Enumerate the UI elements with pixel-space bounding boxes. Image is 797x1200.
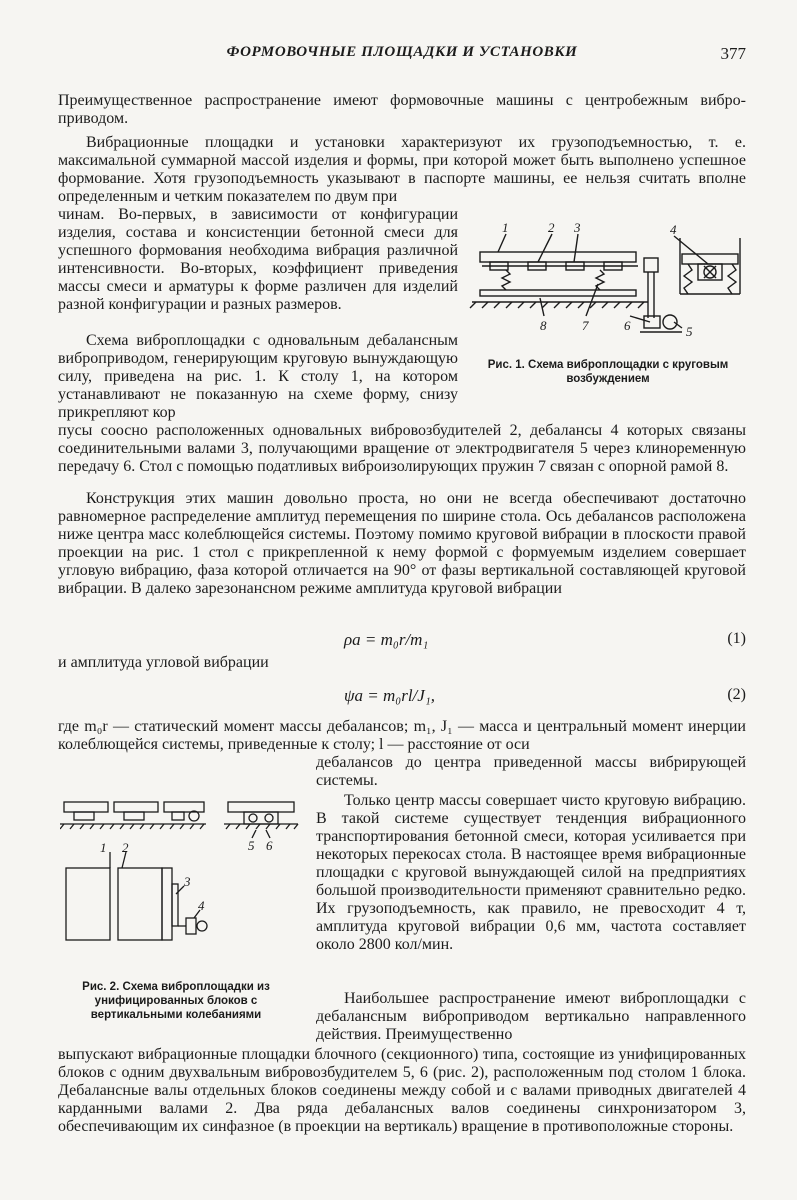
paragraph-3: [58, 332, 458, 422]
paragraph-8: [316, 990, 746, 1044]
paragraph-8-text: Наибольшее распространение имеют виброплощадки с дебалансным виброприводом вертикально направленного действия. Преимущественно: [316, 990, 746, 1043]
fig1-label-4: 4: [670, 222, 677, 237]
paragraph-5: [58, 654, 746, 672]
fig2-label-1: 1: [100, 840, 107, 855]
paragraph-6-cont-text: дебалансов до центра приведенной массы вибрирующей системы.: [316, 754, 746, 789]
paragraph-7: [316, 792, 746, 954]
paragraph-7-text: Только центр массы совершает чисто круговую вибрацию. В такой системе существует тенденция вибрационного транспортирования бетонной смеси, которая усиливается при некоторых перекосах стола. В настоящее время вибрационные площадки с круговой вынуждающей силой на предприятиях большой производительности применяют сравнительно редко. Их грузоподъемность, как правило, не превосходит 4 т, амплитуда круговой вибрации 0,6 мм, частота составляет около 2800 кол/мин.: [316, 792, 746, 953]
paragraph-1: [58, 92, 746, 128]
formula-1: ρa = m₀r/m₁: [344, 630, 429, 649]
paragraph-5-text: и амплитуда угловой вибрации: [58, 654, 269, 671]
paragraph-6-continued: [316, 754, 746, 790]
formula-1-number: (1): [727, 630, 746, 647]
formula-2: ψa = m₀rl/J₁,: [344, 686, 435, 705]
formula-2-number: (2): [727, 686, 746, 703]
figure-2-caption: Рис. 2. Схема виброплощадки из унифицированных блоков с вертикальными колебаниями: [82, 981, 270, 1021]
paragraph-1-text: Преимущественное распространение имеют формовочные машины с центробежным виброприводом.: [58, 92, 746, 127]
paragraph-6-text: где m₀r — статический момент массы дебалансов; m₁, J₁ — масса и центральный момент инерции колеблющейся системы, приведенные к столу; l — расстояние от оси: [58, 718, 746, 753]
paragraph-8-continued: [58, 1046, 746, 1136]
fig2-label-6: 6: [266, 838, 273, 853]
paragraph-4-text: Конструкция этих машин довольно проста, но они не всегда обеспечивают достаточно равномерное распределение амплитуд перемещения по ширине стола. Ось дебалансов расположена ниже центра масс колеблющейся системы. Поэтому помимо круговой вибрации в плоскости правой проекции на рис. 1 стол с прикрепленной к нему формой с формуемым изделием совершает угловую вибрацию, фаза которой отличается на 90° от фазы вертикальной составляющей круговой вибрации. В далеко зарезонансном режиме амплитуда круговой вибрации: [58, 490, 746, 597]
paragraph-2-text: Вибрационные площадки и установки характеризуют их грузоподъемностью, т. е. максимальной суммарной массой изделия и формы, при которой может быть выполнено успешное формование. Хотя грузоподъемность указывают в паспорте машины, ее нельзя считать вполне определенным и четким показателем по двум при: [58, 134, 746, 205]
paragraph-3-continued: [58, 422, 746, 476]
paragraph-6: [58, 718, 746, 754]
figure-1-caption: Рис. 1. Схема виброплощадки с круговым возбуждением: [487, 359, 729, 385]
figure-2: [60, 790, 306, 950]
figure-1: [468, 218, 748, 346]
paragraph-4: [58, 490, 746, 598]
paragraph-8-cont-text: выпускают вибрационные площадки блочного (секционного) типа, состоящие из унифицированных блоков с одним двухвальным вибровозбудителем 5, 6 (рис. 2), расположенным под столом 1 блока. Дебалансные валы отдельных блоков соединены между собой и с валами приводных двигателей 4 карданными валами 2. Два ряда дебалансных валов соединены синхронизатором 3, обеспечивающим их синфазное (в проекции на вертикаль) вращение в противоположные стороны.: [58, 1046, 746, 1135]
fig1-label-3: 3: [574, 220, 581, 235]
fig2-label-2: 2: [122, 840, 129, 855]
fig2-label-5: 5: [248, 838, 255, 853]
paragraph-2: [58, 134, 746, 206]
page-number: 377: [720, 44, 746, 63]
paragraph-3-text: Схема виброплощадки с одновальным дебалансным виброприводом, генерирующим круговую вынуждающую силу, приведена на рис. 1. К столу 1, на котором устанавливают не показанную на схеме форму, снизу прикрепляют кор: [58, 332, 458, 421]
table-1: [480, 252, 636, 262]
page-header: [58, 44, 746, 68]
paragraph-2-cont-text: чинам. Во-первых, в зависимости от конфигурации изделия, состава и консистенции бетонной смеси для успешного формования необходима вибрация различной интенсивности. Во-вторых, коэффициент приведения массы смеси и арматуры к форме различен для изделий разной конфигурации и разных размеров.: [58, 206, 458, 313]
fig1-label-1: 1: [502, 220, 509, 235]
paragraph-2-continued: [58, 206, 458, 314]
paragraph-3-cont-text: пусы соосно расположенных одновальных вибровозбудителей 2, дебалансы 4 которых связаны соединительными валами 3, получающими вращение от электродвигателя 5 через клиноременную передачу 6. Стол с помощью податливых виброизолирующих пружин 7 связан с опорной рамой 8.: [58, 422, 746, 475]
fig1-label-6: 6: [624, 318, 631, 333]
figure-2-diagram: [60, 790, 306, 950]
figure-1-diagram: [468, 218, 748, 346]
fig1-label-7: 7: [582, 318, 589, 333]
fig1-label-8: 8: [540, 318, 547, 333]
fig1-label-2: 2: [548, 220, 555, 235]
running-head: ФОРМОВОЧНЫЕ ПЛОЩАДКИ И УСТАНОВКИ: [226, 44, 578, 60]
fig2-label-4: 4: [198, 898, 205, 913]
fig1-label-5: 5: [686, 324, 693, 339]
fig2-label-3: 3: [184, 874, 191, 889]
